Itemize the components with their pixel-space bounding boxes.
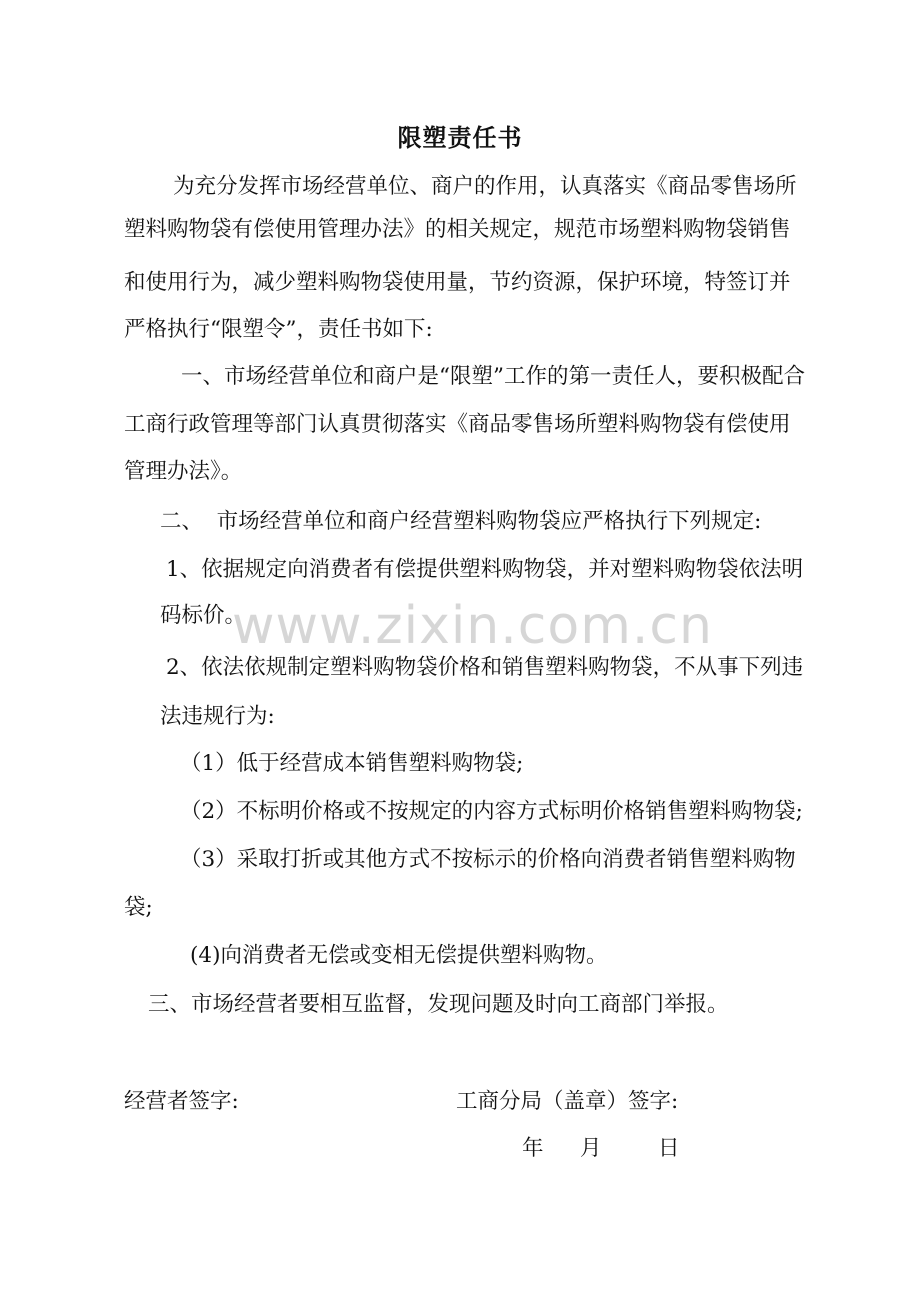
- date-day-label: 日: [658, 1136, 680, 1161]
- sub-item-2: （2）不标明价格或不按规定的内容方式标明价格销售塑料购物袋;: [180, 799, 803, 824]
- bureau-signature-label: 工商分局（盖章）签字:: [456, 1089, 679, 1114]
- date-month-label: 月: [580, 1136, 602, 1161]
- item2-line-2: 法违规行为:: [160, 704, 275, 729]
- section2-heading: 二、 市场经营单位和商户经营塑料购物袋应严格执行下列规定:: [160, 509, 762, 534]
- item1-line-1: 1、依据规定向消费者有偿提供塑料购物袋，并对塑料购物袋依法明: [166, 557, 804, 582]
- sub-item-3-line-1: （3）采取打折或其他方式不按标示的价格向消费者销售塑料购物: [180, 847, 796, 872]
- intro-line-4: 严格执行“限塑令”，责任书如下:: [124, 317, 433, 342]
- sub-item-4: (4)向消费者无偿或变相无偿提供塑料购物。: [190, 943, 608, 968]
- item1-line-2: 码标价。: [160, 603, 247, 628]
- document-title: 限塑责任书: [397, 123, 523, 152]
- intro-line-3: 和使用行为，减少塑料购物袋使用量，节约资源，保护环境，特签订并: [124, 270, 791, 295]
- sub-item-1: （1）低于经营成本销售塑料购物袋;: [180, 751, 524, 776]
- section1-line-3: 管理办法》。: [124, 459, 243, 484]
- section1-line-2: 工商行政管理等部门认真贯彻落实《商品零售场所塑料购物袋有偿使用: [124, 412, 791, 437]
- intro-line-1: 为充分发挥市场经营单位、商户的作用，认真落实《商品零售场所: [173, 174, 797, 199]
- intro-line-2: 塑料购物袋有偿使用管理办法》的相关规定，规范市场塑料购物袋销售: [124, 217, 791, 242]
- section1-line-1: 一、市场经营单位和商户是“限塑”工作的第一责任人，要积极配合: [181, 364, 805, 389]
- section3: 三、市场经营者要相互监督，发现问题及时向工商部门举报。: [148, 992, 729, 1017]
- date-year-label: 年: [522, 1136, 544, 1161]
- sub-item-3-line-2: 袋;: [124, 895, 153, 920]
- operator-signature-label: 经营者签字:: [124, 1089, 239, 1114]
- item2-line-1: 2、依法依规制定塑料购物袋价格和销售塑料购物袋，不从事下列违: [166, 655, 804, 680]
- watermark-text: www.zixin.com.cn: [232, 596, 713, 656]
